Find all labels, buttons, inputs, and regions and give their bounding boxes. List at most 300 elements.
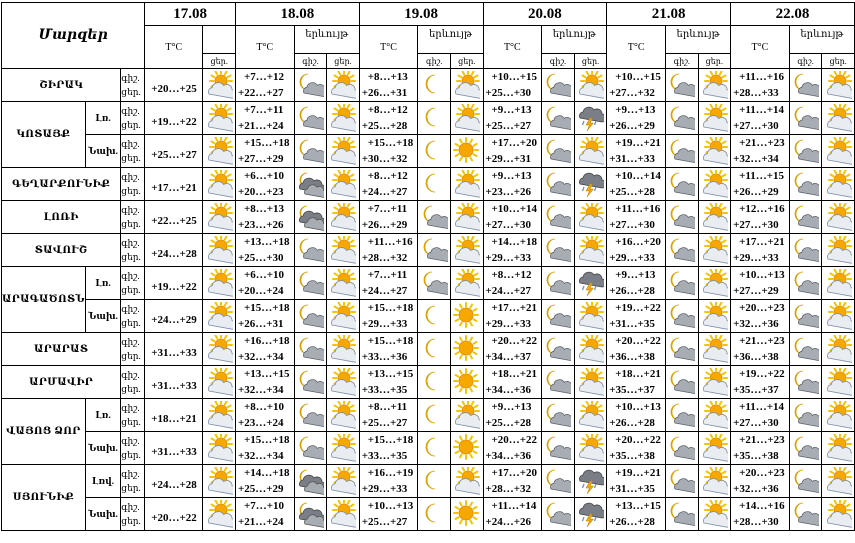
table-row (2, 432, 855, 465)
night-temp: +8…+12 (367, 104, 408, 116)
thunder-icon (574, 465, 607, 498)
moon-cloud-icon (544, 401, 571, 430)
day-temp: +32…+34 (237, 351, 284, 363)
day-temp: +35…+37 (609, 384, 655, 396)
night-day-label (121, 102, 145, 135)
day-temp: +25…+28 (485, 417, 532, 429)
temp-range (359, 234, 418, 267)
night-temp: +16…+18 (243, 335, 290, 347)
day-temp: +19…+22 (151, 116, 197, 128)
sun-cloud-icon (206, 500, 233, 529)
sun-cloud-icon (822, 498, 855, 531)
sun-cloud-icon (822, 102, 855, 135)
night-temp: +18…+21 (615, 368, 661, 380)
sun-cloud-icon (206, 434, 233, 463)
day-temp: +31…+35 (609, 318, 655, 330)
temp-range (359, 201, 418, 234)
sun-cloud-icon (825, 467, 852, 496)
temp-range (235, 300, 294, 333)
day-temp: +24…+29 (151, 314, 197, 326)
day-temp: +29…+33 (361, 483, 408, 495)
night-label: գիշ. (121, 172, 140, 182)
night-temp: +21…+23 (739, 434, 785, 446)
temp-range (731, 498, 790, 531)
sun-cloud-icon (822, 333, 855, 366)
sun-cloud-icon (203, 300, 236, 333)
sun-icon (450, 498, 483, 531)
temp-17 (145, 267, 203, 300)
moon-cloud-icon (789, 135, 822, 168)
sun-cloud-icon (577, 302, 604, 331)
night-temp: +21…+23 (739, 137, 785, 149)
moon-cloud-icon (792, 203, 819, 232)
temp-range (359, 135, 418, 168)
day-temp: +25…+27 (151, 149, 197, 161)
sun-cloud-icon (577, 203, 604, 232)
night-temp: +14…+18 (491, 236, 538, 248)
moon-icon (418, 102, 451, 135)
thunder-icon (574, 267, 607, 300)
night-temp: +6…+10 (243, 269, 284, 281)
moon-cloud-icon (665, 333, 698, 366)
sun-cloud-icon (450, 234, 483, 267)
night-day-label (121, 465, 145, 498)
day-temp: +33…+35 (361, 450, 408, 462)
night-temp: +20…+22 (491, 434, 538, 446)
night-temp: +14…+16 (739, 500, 785, 512)
moon-cloud-icon (665, 267, 698, 300)
sun-cloud-icon (574, 300, 607, 333)
temp-range (483, 432, 542, 465)
moon-cloud-icon (421, 236, 448, 265)
temp-range (359, 366, 418, 399)
sun-cloud-icon (701, 71, 728, 100)
temp-range (483, 201, 542, 234)
sun-cloud-icon (329, 269, 356, 298)
moon-icon (418, 399, 451, 432)
moon-cloud-icon (668, 335, 695, 364)
sun-cloud-icon (701, 104, 728, 133)
night-temp: +10…+15 (491, 71, 538, 83)
moon-cloud-icon (542, 69, 575, 102)
moon-cloud-icon (418, 267, 451, 300)
night-temp: +6…+10 (243, 170, 284, 182)
day-temp: +25…+28 (361, 120, 408, 132)
night-subheader: գիշ. (294, 54, 327, 69)
night-temp: +9…+13 (615, 104, 656, 116)
temp-range (235, 168, 294, 201)
sun-cloud-icon (574, 366, 607, 399)
moon-icon (421, 170, 448, 199)
temp-range (607, 69, 666, 102)
thunder-icon (577, 500, 604, 529)
moon-cloud-icon (792, 335, 819, 364)
night-temp: +20…+22 (491, 335, 538, 347)
thunder-icon (577, 269, 604, 298)
day-label: ցեր. (121, 483, 141, 493)
sun-cloud-icon (701, 500, 728, 529)
moon-cloud-icon (668, 368, 695, 397)
day-temp: +20…+24 (237, 285, 284, 297)
sun-cloud-icon (203, 69, 236, 102)
temp-range (607, 300, 666, 333)
sun-cloud-icon (698, 465, 731, 498)
temp-unit-header: T°C (359, 26, 418, 69)
sun-cloud-icon (698, 300, 731, 333)
condition-header: երևույթ (418, 26, 483, 54)
night-temp: +15…+18 (243, 137, 290, 149)
sun-cloud-icon (206, 302, 233, 331)
day-temp: +25…+27 (485, 120, 532, 132)
moon-cloud-icon (668, 71, 695, 100)
moon-cloud-icon (544, 236, 571, 265)
day-temp: +22…+27 (237, 87, 284, 99)
day-temp: +22…+25 (151, 215, 197, 227)
day-subheader: ցեր. (203, 54, 236, 69)
sun-cloud-icon (329, 170, 356, 199)
night-temp: +9…+13 (615, 269, 656, 281)
moon-cloud-icon (665, 498, 698, 531)
sun-cloud-icon (698, 366, 731, 399)
sun-cloud-icon (327, 69, 360, 102)
temp-range (235, 267, 294, 300)
day-subheader: ցեր. (327, 54, 360, 69)
moon-cloud-icon (297, 302, 324, 331)
temp-unit-header: T°C (607, 26, 666, 69)
night-temp: +7…+11 (367, 269, 408, 281)
cloud-moon-dark-icon (294, 498, 327, 531)
moon-cloud-icon (792, 269, 819, 298)
temp-range (359, 300, 418, 333)
sun-cloud-icon (327, 267, 360, 300)
sun-cloud-icon (453, 401, 480, 430)
temp-range (607, 267, 666, 300)
temp-range (607, 498, 666, 531)
sun-cloud-icon (453, 170, 480, 199)
day-temp: +23…+26 (485, 186, 532, 198)
moon-cloud-icon (544, 269, 571, 298)
day-temp: +23…+24 (237, 417, 284, 429)
day-label: ցեր. (121, 87, 141, 97)
sun-cloud-icon (203, 102, 236, 135)
table-body (2, 69, 855, 531)
zone-label: Նախ. (85, 498, 120, 531)
temp-range (483, 267, 542, 300)
day-temp: +27…+30 (733, 219, 779, 231)
day-temp: +27…+32 (609, 87, 655, 99)
cloud-moon-dark-icon (297, 170, 324, 199)
temp-range (731, 399, 790, 432)
temp-range (483, 102, 542, 135)
sun-cloud-icon (450, 465, 483, 498)
sun-cloud-icon (206, 401, 233, 430)
night-temp: +9…+13 (491, 170, 532, 182)
sun-cloud-icon (698, 333, 731, 366)
condition-header: երևույթ (665, 26, 730, 54)
zone-label: Լռ. (85, 102, 120, 135)
temp-unit-header: T°C (235, 26, 294, 69)
temp-17 (145, 366, 203, 399)
moon-cloud-icon (297, 269, 324, 298)
moon-cloud-icon (542, 399, 575, 432)
sun-cloud-icon (327, 366, 360, 399)
temp-range (731, 102, 790, 135)
zone-label: Լռվ. (85, 465, 120, 498)
moon-cloud-icon (294, 69, 327, 102)
moon-cloud-icon (792, 302, 819, 331)
table-row (2, 399, 855, 432)
day-subheader: ցեր. (822, 54, 855, 69)
sun-cloud-icon (574, 432, 607, 465)
sun-cloud-icon (698, 201, 731, 234)
night-day-label (121, 201, 145, 234)
day-temp: +26…+28 (609, 285, 655, 297)
moon-cloud-icon (789, 465, 822, 498)
moon-cloud-icon (542, 465, 575, 498)
night-temp: +10…+14 (615, 170, 661, 182)
moon-cloud-icon (294, 135, 327, 168)
moon-cloud-icon (297, 104, 324, 133)
region-name: ԳԵՂԱՐՔՈՒՆԻՔ (2, 168, 121, 201)
sun-cloud-icon (822, 201, 855, 234)
night-temp: +18…+21 (491, 368, 538, 380)
sun-cloud-icon (329, 137, 356, 166)
moon-cloud-icon (294, 366, 327, 399)
night-label: գիշ. (121, 304, 140, 314)
sun-cloud-icon (206, 467, 233, 496)
table-row (2, 135, 855, 168)
moon-icon (418, 465, 451, 498)
sun-cloud-icon (327, 234, 360, 267)
moon-icon (418, 135, 451, 168)
sun-cloud-icon (329, 368, 356, 397)
temp-range (359, 267, 418, 300)
sun-cloud-icon (203, 201, 236, 234)
moon-cloud-icon (792, 104, 819, 133)
night-temp: +11…+15 (739, 170, 784, 182)
night-temp: +15…+18 (243, 302, 290, 314)
temp-range (359, 69, 418, 102)
moon-icon (421, 302, 448, 331)
day-label: ցեր. (121, 285, 141, 295)
moon-cloud-icon (297, 137, 324, 166)
sun-cloud-icon (203, 168, 236, 201)
sun-cloud-icon (698, 168, 731, 201)
night-label: գիշ. (121, 502, 140, 512)
day-temp: +20…+25 (151, 83, 197, 95)
moon-cloud-icon (789, 234, 822, 267)
sun-cloud-icon (206, 170, 233, 199)
day-temp: +24…+27 (361, 186, 408, 198)
day-temp: +27…+30 (609, 219, 655, 231)
night-temp: +12…+16 (739, 203, 785, 215)
night-temp: +17…+20 (491, 467, 538, 479)
temp-unit-header: T°C (731, 26, 790, 69)
sun-cloud-icon (206, 368, 233, 397)
sun-cloud-icon (822, 399, 855, 432)
temp-range (731, 267, 790, 300)
day-temp: +29…+33 (609, 252, 655, 264)
temp-range (235, 432, 294, 465)
sun-cloud-icon (574, 399, 607, 432)
night-subheader: գիշ. (418, 54, 451, 69)
temp-range (483, 300, 542, 333)
zone-label: Նախ. (85, 300, 120, 333)
night-temp: +10…+13 (367, 500, 414, 512)
moon-cloud-icon (792, 467, 819, 496)
zone-label: Լռ. (85, 399, 120, 432)
sun-cloud-icon (825, 269, 852, 298)
moon-cloud-icon (544, 434, 571, 463)
sun-cloud-icon (327, 102, 360, 135)
sun-cloud-icon (453, 203, 480, 232)
temp-17 (145, 300, 203, 333)
sun-cloud-icon (206, 104, 233, 133)
day-temp: +25…+29 (237, 483, 284, 495)
day-temp: +25…+30 (485, 87, 532, 99)
moon-cloud-icon (668, 302, 695, 331)
table-row (2, 69, 855, 102)
sun-cloud-icon (206, 335, 233, 364)
night-temp: +7…+11 (243, 104, 284, 116)
night-temp: +11…+16 (615, 203, 661, 215)
temp-range (483, 135, 542, 168)
moon-icon (418, 432, 451, 465)
night-subheader: գիշ. (789, 54, 822, 69)
region-name: ԱՐԱՐԱՏ (2, 333, 121, 366)
moon-cloud-icon (542, 432, 575, 465)
sun-cloud-icon (203, 267, 236, 300)
table-header (2, 3, 855, 69)
night-day-label (121, 432, 145, 465)
day-temp: +31…+33 (609, 153, 655, 165)
sun-cloud-icon (206, 203, 233, 232)
temp-range (483, 465, 542, 498)
moon-cloud-icon (297, 335, 324, 364)
temp-range (235, 465, 294, 498)
night-temp: +8…+10 (243, 401, 284, 413)
temp-range (607, 102, 666, 135)
night-temp: +10…+14 (491, 203, 538, 215)
temp-range (235, 102, 294, 135)
temp-range (731, 300, 790, 333)
moon-icon (418, 69, 451, 102)
sun-cloud-icon (327, 333, 360, 366)
temp-range (359, 333, 418, 366)
region-name: ՍՅՈՒՆԻՔ (2, 465, 86, 531)
moon-cloud-icon (665, 135, 698, 168)
day-temp: +29…+33 (361, 318, 408, 330)
moon-cloud-icon (542, 333, 575, 366)
night-temp: +11…+14 (491, 500, 537, 512)
day-label: ցեր. (121, 450, 141, 460)
day-temp: +20…+22 (151, 512, 197, 524)
moon-icon (421, 368, 448, 397)
moon-cloud-icon (668, 467, 695, 496)
moon-cloud-icon (542, 498, 575, 531)
region-name: ՏԱՎՈՒՇ (2, 234, 121, 267)
day-subheader: ցեր. (698, 54, 731, 69)
sun-icon (453, 434, 480, 463)
sun-cloud-icon (698, 399, 731, 432)
night-day-label (121, 234, 145, 267)
day-subheader: ցեր. (574, 54, 607, 69)
sun-cloud-icon (206, 269, 233, 298)
day-temp: +28…+33 (733, 87, 779, 99)
thunder-icon (577, 467, 604, 496)
table-row (2, 498, 855, 531)
sun-cloud-icon (329, 71, 356, 100)
night-temp: +17…+21 (739, 236, 785, 248)
sun-cloud-icon (329, 104, 356, 133)
day-temp: +32…+36 (733, 483, 779, 495)
moon-cloud-icon (294, 333, 327, 366)
moon-cloud-icon (792, 71, 819, 100)
sun-cloud-icon (329, 236, 356, 265)
sun-cloud-icon (450, 399, 483, 432)
temp-range (483, 234, 542, 267)
sun-cloud-icon (822, 135, 855, 168)
sun-cloud-icon (453, 71, 480, 100)
day-temp: +26…+29 (733, 186, 779, 198)
table-row (2, 102, 855, 135)
region-name: ԱՐԱԳԱԾՈՏՆ (2, 267, 86, 333)
thunder-icon (577, 170, 604, 199)
moon-cloud-icon (544, 335, 571, 364)
day-temp: +34…+36 (485, 450, 532, 462)
night-day-label (121, 168, 145, 201)
night-day-label (121, 498, 145, 531)
day-temp: +27…+30 (485, 219, 532, 231)
sun-cloud-icon (701, 467, 728, 496)
night-temp: +15…+18 (243, 434, 290, 446)
temp-range (359, 399, 418, 432)
temp-range (607, 135, 666, 168)
sun-cloud-icon (822, 465, 855, 498)
sun-cloud-icon (329, 203, 356, 232)
moon-cloud-icon (542, 300, 575, 333)
temp-range (359, 498, 418, 531)
night-day-label (121, 135, 145, 168)
night-temp: +11…+14 (739, 104, 784, 116)
temp-range (235, 69, 294, 102)
moon-cloud-icon (665, 366, 698, 399)
moon-cloud-icon (792, 368, 819, 397)
sun-cloud-icon (825, 401, 852, 430)
day-temp: +21…+24 (237, 120, 284, 132)
condition-header: երևույթ (542, 26, 607, 54)
temp-range (731, 432, 790, 465)
temp-range (359, 465, 418, 498)
temp-range (731, 333, 790, 366)
sun-cloud-icon (453, 104, 480, 133)
table-row (2, 300, 855, 333)
night-subheader: գիշ. (665, 54, 698, 69)
day-label: ցեր. (121, 417, 141, 427)
temp-range (359, 432, 418, 465)
day-temp: +28…+32 (485, 483, 532, 495)
night-temp: +15…+18 (367, 302, 414, 314)
day-label: ցեր. (121, 351, 141, 361)
night-temp: +10…+13 (615, 401, 661, 413)
moon-cloud-icon (792, 434, 819, 463)
night-temp: +20…+22 (615, 335, 661, 347)
night-day-label (121, 300, 145, 333)
day-temp: +18…+21 (151, 413, 197, 425)
sun-cloud-icon (203, 366, 236, 399)
day-temp: +23…+26 (237, 219, 284, 231)
sun-cloud-icon (701, 302, 728, 331)
